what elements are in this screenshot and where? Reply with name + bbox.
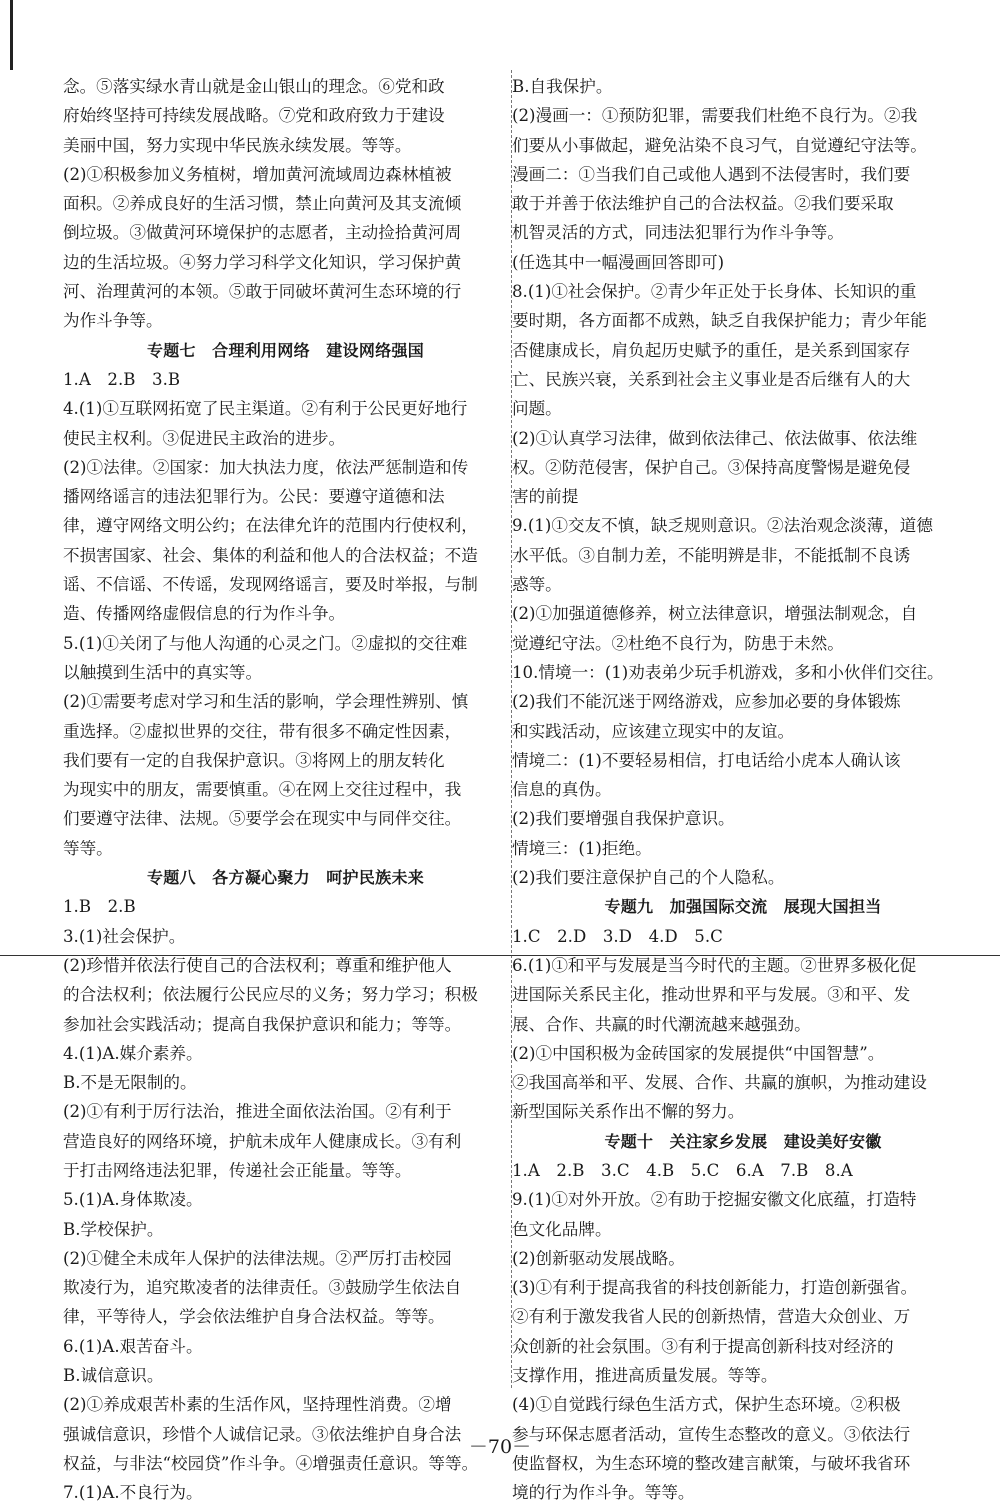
- answer-line: 参与环保志愿者活动，宣传生态整改的意义。③依法行: [512, 1424, 911, 1444]
- left-column: [63, 72, 508, 1508]
- answer-line: 权。②防范侵害，保护自己。③保持高度警惕是避免侵: [512, 457, 911, 477]
- answer-line: (2)我们要注意保护自己的个人隐私。: [512, 868, 785, 888]
- answer-line: 6.(1)①和平与发展是当今时代的主题。②世界多极化促: [512, 955, 917, 975]
- answer-line: 敢于并善于依法维护自己的合法权益。②我们要采取: [512, 194, 894, 214]
- answer-line: (2)①养成艰苦朴素的生活作风，坚持理性消费。②增: [63, 1395, 452, 1415]
- answer-line: 亡、民族兴衰，关系到社会主义事业是否后继有人的大: [512, 369, 911, 389]
- answer-line: (2)①加强道德修养，树立法律意识，增强法制观念，自: [512, 604, 918, 624]
- answer-line: (2)①需要考虑对学习和生活的影响，学会理性辨别、慎: [63, 692, 469, 712]
- answer-line: 重选择。②虚拟世界的交往，带有很多不确定性因素，: [63, 721, 462, 741]
- answer-line: 1.B 2.B: [63, 897, 136, 917]
- answer-line: 1.A 2.B 3.B: [63, 369, 181, 389]
- answer-line: ②有利于激发我省人民的创新热情，营造大众创业、万: [512, 1307, 911, 1327]
- answer-line: (2)珍惜并依法行使自己的合法权利；尊重和维护他人: [63, 955, 452, 975]
- answer-line: 机智灵活的方式，同违法犯罪行为作斗争等。: [512, 223, 844, 243]
- answer-line: 4.(1)①互联网拓宽了民主渠道。②有利于公民更好地行: [63, 399, 468, 419]
- answer-line: B.学校保护。: [63, 1219, 164, 1239]
- answer-line: (2)我们不能沉迷于网络游戏，应参加必要的身体锻炼: [512, 692, 901, 712]
- answer-line: 们要从小事做起，避免沾染不良习气，自觉遵纪守法等。: [512, 135, 927, 155]
- binding-edge-mark: [10, 0, 13, 70]
- answer-line: 使民主权利。③促进民主政治的进步。: [63, 428, 346, 448]
- answer-line: 4.(1)A.媒介素养。: [63, 1043, 203, 1063]
- answer-line: 的合法权利；依法履行公民应尽的义务；努力学习；积极: [63, 985, 478, 1005]
- answer-line: (2)①健全未成年人保护的法律法规。②严厉打击校园: [63, 1248, 452, 1268]
- answer-line: 使监督权，为生态环境的整改建言献策，与破坏我省环: [512, 1453, 911, 1473]
- answer-line: 水平低。③自制力差，不能明辨是非，不能抵制不良诱: [512, 545, 911, 565]
- answer-line: 9.(1)①对外开放。②有助于挖掘安徽文化底蕴，打造特: [512, 1190, 917, 1210]
- answer-line: (2)①法律。②国家：加大执法力度，依法严惩制造和传: [63, 457, 469, 477]
- answer-line: 1.A 2.B 3.C 4.B 5.C 6.A 7.B 8.A: [512, 1160, 853, 1180]
- answer-line: (2)①有利于厉行法治，推进全面依法治国。②有利于: [63, 1102, 452, 1122]
- answer-line: 面积。②养成良好的生活习惯，禁止向黄河及其支流倾: [63, 194, 462, 214]
- answer-line: 信息的真伪。: [512, 780, 612, 800]
- answer-line: 6.(1)A.艰苦奋斗。: [63, 1336, 203, 1356]
- answer-line: 情境三：(1)拒绝。: [512, 838, 652, 858]
- answer-line: 10.情境一：(1)劝表弟少玩手机游戏，多和小伙伴们交往。: [512, 662, 944, 682]
- answer-line: 情境二：(1)不要轻易相信，打电话给小虎本人确认该: [512, 750, 901, 770]
- answer-line: (任选其中一幅漫画回答即可): [512, 252, 725, 272]
- answer-line: 支撑作用，推进高质量发展。等等。: [512, 1366, 778, 1386]
- answer-line: (4)①自觉践行绿色生活方式，保护生态环境。②积极: [512, 1395, 901, 1415]
- answer-line: 问题。: [512, 399, 562, 419]
- answer-line: ②我国高举和平、发展、合作、共赢的旗帜，为推动建设: [512, 1073, 927, 1093]
- answer-line: B.诚信意识。: [63, 1366, 164, 1386]
- answer-line: 权益，与非法“校园贷”作斗争。④增强责任意识。等等。: [63, 1453, 479, 1473]
- answer-line: (2)我们要增强自我保护意识。: [512, 809, 735, 829]
- answer-line: 参加社会实践活动；提高自我保护意识和能力；等等。: [63, 1014, 462, 1034]
- answer-line: (2)①中国积极为金砖国家的发展提供“中国智慧”。: [512, 1043, 885, 1063]
- answer-line: 为作斗争等。: [63, 311, 163, 331]
- answer-line: 5.(1)A.身体欺凌。: [63, 1190, 203, 1210]
- answer-line: 倒垃圾。③做黄河环境保护的志愿者，主动捡拾黄河周: [63, 223, 462, 243]
- answer-line: 我们要有一定的自我保护意识。③将网上的朋友转化: [63, 750, 445, 770]
- answer-line: 律，遵守网络文明公约；在法律允许的范围内行使权利，: [63, 516, 478, 536]
- answer-line: 5.(1)①关闭了与他人沟通的心灵之门。②虚拟的交往难: [63, 633, 468, 653]
- answer-line: 念。⑤落实绿水青山就是金山银山的理念。⑥党和政: [63, 77, 445, 96]
- answer-line: (3)①有利于提高我省的科技创新能力，打造创新强省。: [512, 1278, 918, 1298]
- answer-line: 要时期，各方面都不成熟，缺乏自我保护能力；青少年能: [512, 311, 927, 331]
- answer-line: 造、传播网络虚假信息的行为作斗争。: [63, 604, 346, 624]
- answer-line: B.自我保护。: [512, 77, 613, 96]
- answer-line: 1.C 2.D 3.D 4.D 5.C: [512, 926, 723, 946]
- answer-line: 美丽中国，努力实现中华民族永续发展。等等。: [63, 135, 412, 155]
- answer-line: 府始终坚持可持续发展战略。⑦党和政府致力于建设: [63, 106, 445, 126]
- section-heading: 专题九 加强国际交流 展现大国担当: [604, 897, 882, 917]
- answer-line: 害的前提: [512, 487, 579, 507]
- answer-line: B.不是无限制的。: [63, 1073, 197, 1093]
- answer-line: 色文化品牌。: [512, 1219, 612, 1239]
- answer-line: 7.(1)A.不良行为。: [63, 1483, 203, 1503]
- answer-line: 欺凌行为，追究欺凌者的法律责任。③鼓励学生依法自: [63, 1278, 462, 1298]
- section-heading: 专题十 关注家乡发展 建设美好安徽: [604, 1131, 882, 1151]
- section-heading: 专题七 合理利用网络 建设网络强国: [146, 340, 425, 360]
- answer-line: 惑等。: [512, 575, 562, 595]
- answer-line: 8.(1)①社会保护。②青少年正处于长身体、长知识的重: [512, 282, 917, 302]
- answer-line: 漫画二：①当我们自己或他人遇到不法侵害时，我们要: [512, 164, 911, 184]
- right-column: [512, 72, 974, 1508]
- answer-line: 9.(1)①交友不慎，缺乏规则意识。②法治观念淡薄，道德: [512, 516, 933, 536]
- answer-line: 河、治理黄河的本领。⑤敢于同破坏黄河生态环境的行: [63, 282, 462, 302]
- answer-line: (2)①认真学习法律，做到依法律己、依法做事、依法维: [512, 428, 918, 448]
- answer-line: 播网络谣言的违法犯罪行为。公民：要遵守道德和法: [63, 487, 445, 507]
- answer-line: (2)①积极参加义务植树，增加黄河流域周边森林植被: [63, 164, 452, 184]
- answer-line: 境的行为作斗争。等等。: [512, 1483, 695, 1503]
- answer-line: 展、合作、共赢的时代潮流越来越强劲。: [512, 1014, 811, 1034]
- section-heading: 专题八 各方凝心聚力 呵护民族未来: [146, 868, 425, 888]
- answer-line: 为现实中的朋友，需要慎重。④在网上交往过程中，我: [63, 780, 462, 800]
- answer-line: 律，平等待人，学会依法维护自身合法权益。等等。: [63, 1307, 445, 1327]
- answer-line: 新型国际关系作出不懈的努力。: [512, 1102, 745, 1122]
- answer-line: (2)创新驱动发展战略。: [512, 1248, 685, 1268]
- answer-line: 强诚信意识，珍惜个人诚信记录。③依法维护自身合法: [63, 1424, 462, 1444]
- answer-line: 谣、不信谣、不传谣，发现网络谣言，要及时举报，与制: [63, 575, 478, 595]
- answer-line: 进国际关系民主化，推动世界和平与发展。③和平、发: [512, 985, 911, 1005]
- answer-line: 否健康成长，肩负起历史赋予的重任，是关系到国家存: [512, 340, 911, 360]
- page-number: －70－: [468, 1436, 532, 1458]
- answer-line: 以触摸到生活中的真实等。: [63, 662, 263, 682]
- answer-line: (2)漫画一：①预防犯罪，需要我们杜绝不良行为。②我: [512, 106, 918, 126]
- answer-line: 边的生活垃圾。④努力学习科学文化知识，学习保护黄: [63, 252, 462, 272]
- answer-line: 等等。: [63, 838, 113, 858]
- answer-line: 众创新的社会氛围。③有利于提高创新科技对经济的: [512, 1336, 894, 1356]
- answer-line: 3.(1)社会保护。: [63, 926, 186, 946]
- answer-line: 觉遵纪守法。②杜绝不良行为，防患于未然。: [512, 633, 844, 653]
- answer-line: 不损害国家、社会、集体的利益和他人的合法权益；不造: [63, 545, 478, 565]
- answer-line: 和实践活动，应该建立现实中的友谊。: [512, 721, 795, 741]
- answer-line: 营造良好的网络环境，护航未成年人健康成长。③有利: [63, 1131, 462, 1151]
- answer-line: 们要遵守法律、法规。⑤要学会在现实中与同伴交往。: [63, 809, 462, 829]
- answer-line: 于打击网络违法犯罪，传递社会正能量。等等。: [63, 1160, 412, 1180]
